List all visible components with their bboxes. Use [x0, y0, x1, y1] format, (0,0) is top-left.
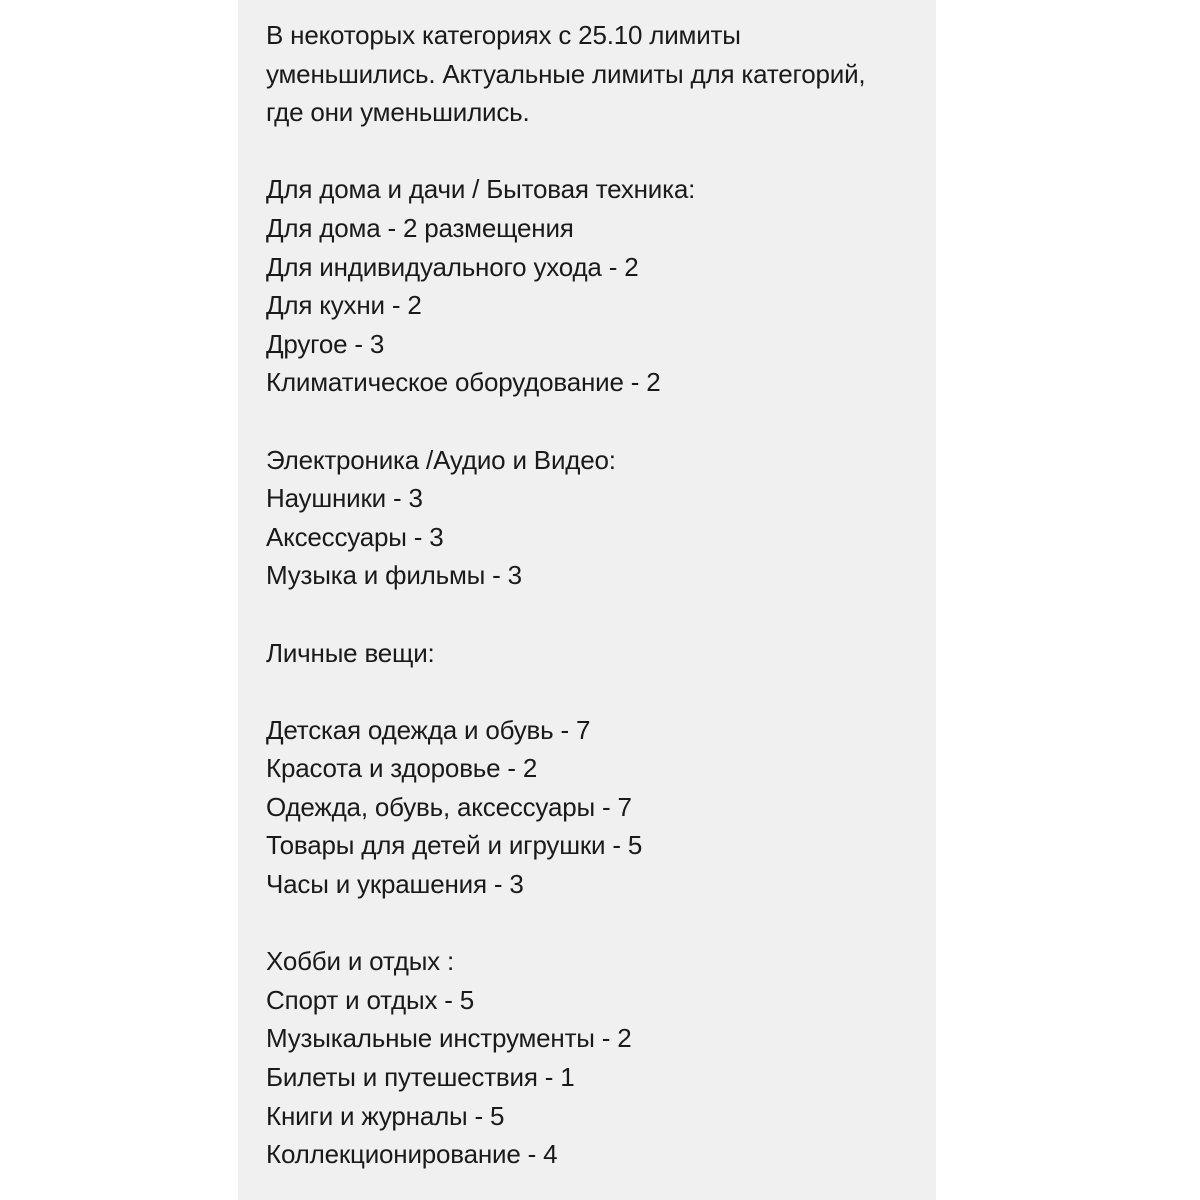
- list-item: Музыка и фильмы - 3: [266, 560, 522, 591]
- list-item: Товары для детей и игрушки - 5: [266, 830, 643, 861]
- spacer: [266, 402, 926, 441]
- list-item: Одежда, обувь, аксессуары - 7: [266, 791, 632, 822]
- list-item: Книги и журналы - 5: [266, 1100, 505, 1131]
- list-item: Билеты и путешествия - 1: [266, 1062, 575, 1093]
- spacer: [266, 595, 926, 634]
- section-header-electronics: Электроника /Аудио и Видео:: [266, 444, 616, 475]
- list-item: Красота и здоровье - 2: [266, 753, 538, 784]
- list-item: Детская одежда и обувь - 7: [266, 714, 591, 745]
- list-item: Для дома - 2 размещения: [266, 212, 574, 243]
- list-item: Наушники - 3: [266, 483, 423, 514]
- list-item: Климатическое оборудование - 2: [266, 367, 661, 398]
- list-item: Спорт и отдых - 5: [266, 984, 475, 1015]
- intro-line: уменьшились. Актуальные лимиты для категорий,: [266, 58, 866, 89]
- intro-line: где они уменьшились.: [266, 97, 530, 128]
- list-item: Часы и украшения - 3: [266, 869, 524, 900]
- spacer: [266, 132, 926, 171]
- spacer: [266, 672, 926, 711]
- list-item: Для индивидуального ухода - 2: [266, 251, 639, 282]
- section-header-personal: Личные вещи:: [266, 637, 435, 668]
- message-text: [266, 16, 926, 1174]
- spacer: [266, 904, 926, 943]
- section-header-hobby: Хобби и отдых :: [266, 946, 455, 977]
- section-header-home: Для дома и дачи / Бытовая техника:: [266, 174, 696, 205]
- list-item: Другое - 3: [266, 328, 385, 359]
- list-item: Для кухни - 2: [266, 290, 422, 321]
- intro-line: В некоторых категориях с 25.10 лимиты: [266, 20, 741, 50]
- list-item: Коллекционирование - 4: [266, 1139, 558, 1170]
- list-item: Аксессуары - 3: [266, 521, 444, 552]
- list-item: Музыкальные инструменты - 2: [266, 1023, 632, 1054]
